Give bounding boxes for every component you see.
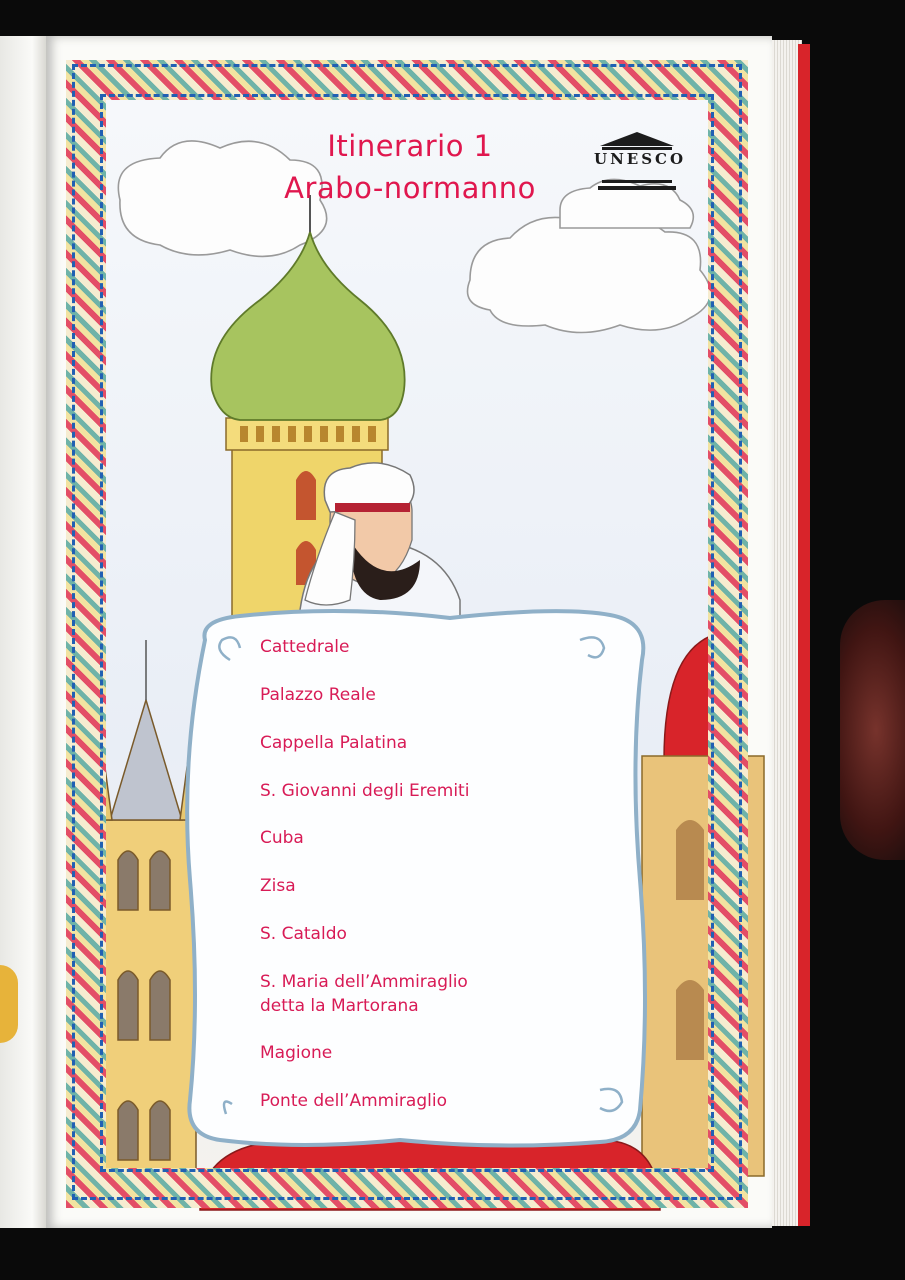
list-item: Magione (260, 1043, 333, 1063)
list-item: Cattedrale (260, 637, 350, 657)
unesco-wordmark: UNESCO (594, 150, 687, 168)
list-item: S. Cataldo (260, 924, 347, 944)
list-item: Zisa (260, 876, 296, 896)
list-item: S. Maria dell’Ammiraglio (260, 972, 468, 992)
list-item: S. Giovanni degli Eremiti (260, 781, 470, 801)
list-item: Cappella Palatina (260, 733, 408, 753)
list-item: Ponte dell’Ammiraglio (260, 1091, 447, 1111)
title-line-1: Itinerario 1 (327, 129, 493, 163)
title-line-2: Arabo-normanno (284, 171, 536, 205)
list-item-continuation: detta la Martorana (260, 996, 419, 1016)
list-item: Cuba (260, 828, 304, 848)
page-title (200, 125, 620, 209)
list-item: Palazzo Reale (260, 685, 376, 705)
unesco-logo (594, 128, 687, 194)
